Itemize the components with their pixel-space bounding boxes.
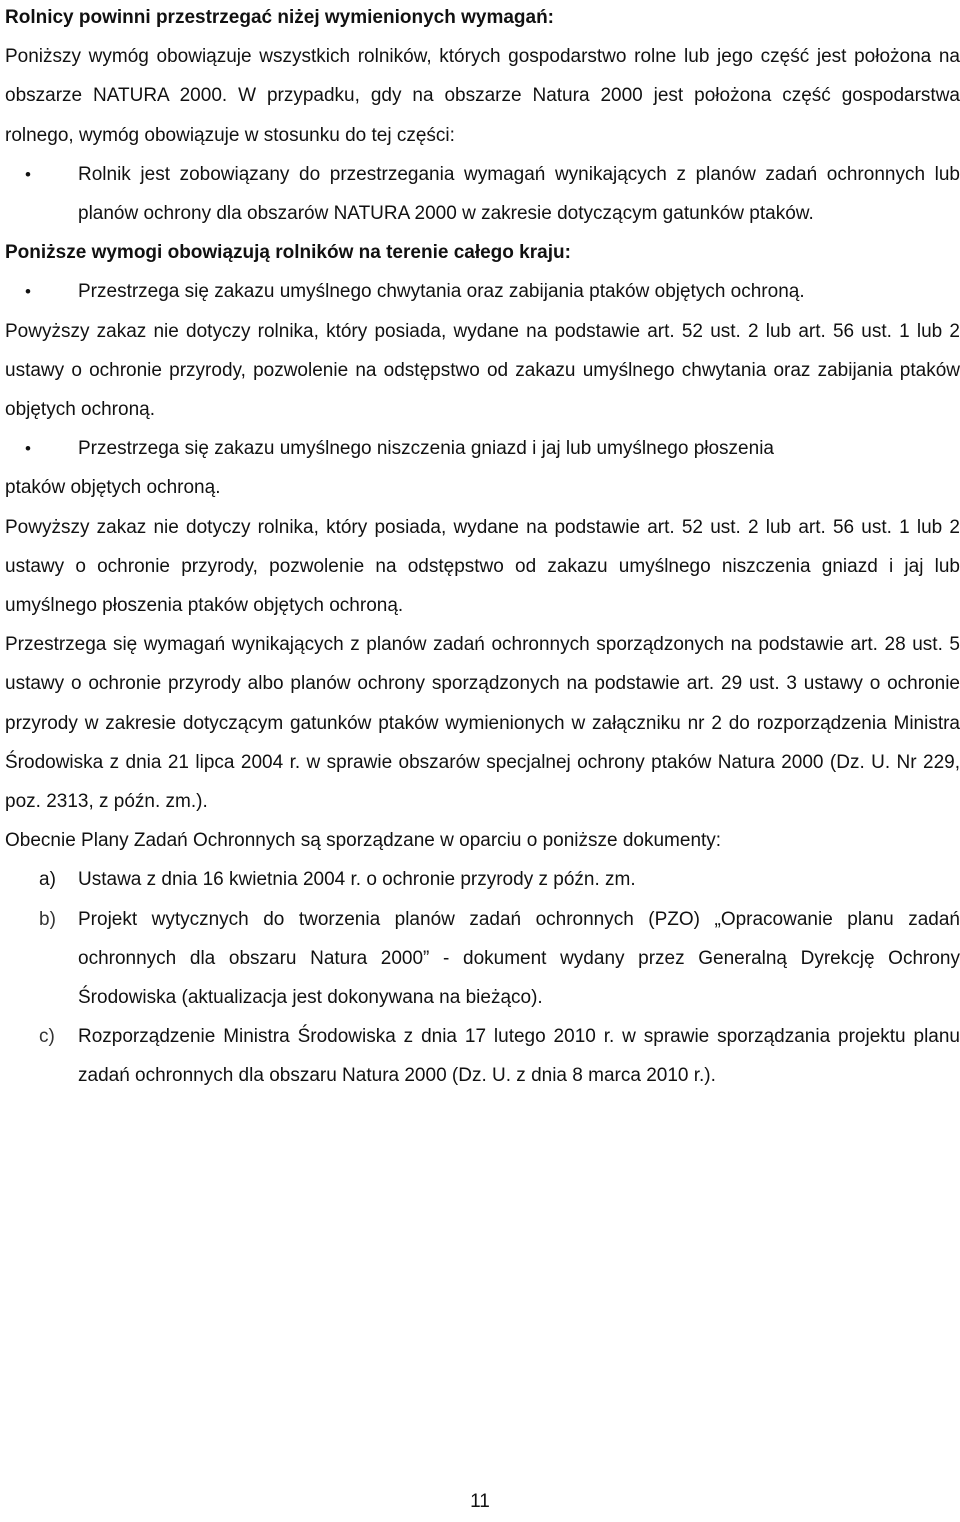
paragraph: Przestrzega się wymagań wynikających z planów zadań ochronnych sporządzonych na podstawie art. 28 ust. 5 ustawy o ochronie przyrody albo planów ochrony sporządzonych na podstawie art. 29 ust. 3 ustawy o ochronie przyrody w zakresie dotyczącym gatunków ptaków wymienionych w załączniku nr 2 do rozporządzenia Ministra Środowiska z dnia 21 lipca 2004 r. w sprawie obszarów specjalnej ochrony ptaków Natura 2000 (Dz. U. Nr 229, poz. 2313, z późn. zm.). (5, 634, 960, 813)
bullet-text: Przestrzega się zakazu umyślnego chwytania oraz zabijania ptaków objętych ochroną. (78, 281, 805, 303)
list-marker: c) (39, 1026, 55, 1048)
list-item (5, 900, 960, 1018)
section-heading: Poniższe wymogi obowiązują rolników na terenie całego kraju: (5, 242, 571, 264)
list-item-text: Projekt wytycznych do tworzenia planów zadań ochronnych (PZO) „Opracowanie planu zadań ochronnych dla obszaru Natura 2000” - dokument wydany przez Generalną Dyrekcję Ochrony Środowiska (aktualizacja jest dokonywana na bieżąco). (78, 908, 960, 1009)
bullet-icon: • (25, 164, 31, 184)
paragraph: Obecnie Plany Zadań Ochronnych są sporządzane w oparciu o poniższe dokumenty: (5, 830, 722, 852)
bullet-icon: • (25, 282, 31, 302)
list-item (5, 1017, 960, 1095)
list-item (5, 860, 960, 899)
list-marker: a) (39, 869, 56, 891)
paragraph: Powyższy zakaz nie dotyczy rolnika, który posiada, wydane na podstawie art. 52 ust. 2 lub art. 56 ust. 1 lub 2 ustawy o ochronie przyrody, pozwolenie na odstępstwo od zakazu umyślnego chwytania oraz zabijania ptaków objętych ochroną. (5, 320, 960, 421)
bullet-icon: • (25, 439, 31, 459)
list-item-text: Rozporządzenie Ministra Środowiska z dnia 17 lutego 2010 r. w sprawie sporządzania projektu planu zadań ochronnych dla obszaru Natura 2000 (Dz. U. z dnia 8 marca 2010 r.). (78, 1026, 960, 1087)
bullet-item (5, 155, 960, 233)
bullet-text: Przestrzega się zakazu umyślnego niszczenia gniazd i jaj lub umyślnego płoszenia (78, 438, 774, 460)
bullet-item (5, 272, 960, 311)
bullet-text: Rolnik jest zobowiązany do przestrzegania wymagań wynikających z planów zadań ochronnych lub planów ochrony dla obszarów NATURA 2000 w zakresie dotyczącym gatunków ptaków. (78, 163, 960, 225)
list-marker: b) (39, 908, 56, 930)
section-heading: Rolnicy powinni przestrzegać niżej wymienionych wymagań: (5, 7, 555, 28)
paragraph: Powyższy zakaz nie dotyczy rolnika, który posiada, wydane na podstawie art. 52 ust. 2 lub art. 56 ust. 1 lub 2 ustawy o ochronie przyrody, pozwolenie na odstępstwo od zakazu umyślnego niszczenia gniazd i jaj lub umyślnego płoszenia ptaków objętych ochroną. (5, 516, 960, 617)
list-item-text: Ustawa z dnia 16 kwietnia 2004 r. o ochronie przyrody z późn. zm. (78, 869, 636, 891)
document-page (5, 0, 960, 1096)
bullet-continuation: ptaków objętych ochroną. (5, 477, 221, 499)
page-number: 11 (470, 1491, 490, 1512)
bullet-item (5, 429, 960, 468)
paragraph: Poniższy wymóg obowiązuje wszystkich rolników, których gospodarstwo rolne lub jego część jest położona na obszarze NATURA 2000. W przypadku, gdy na obszarze Natura 2000 jest położona część gospodarstwa rolnego, wymóg obowiązuje w stosunku do tej części: (5, 46, 960, 146)
